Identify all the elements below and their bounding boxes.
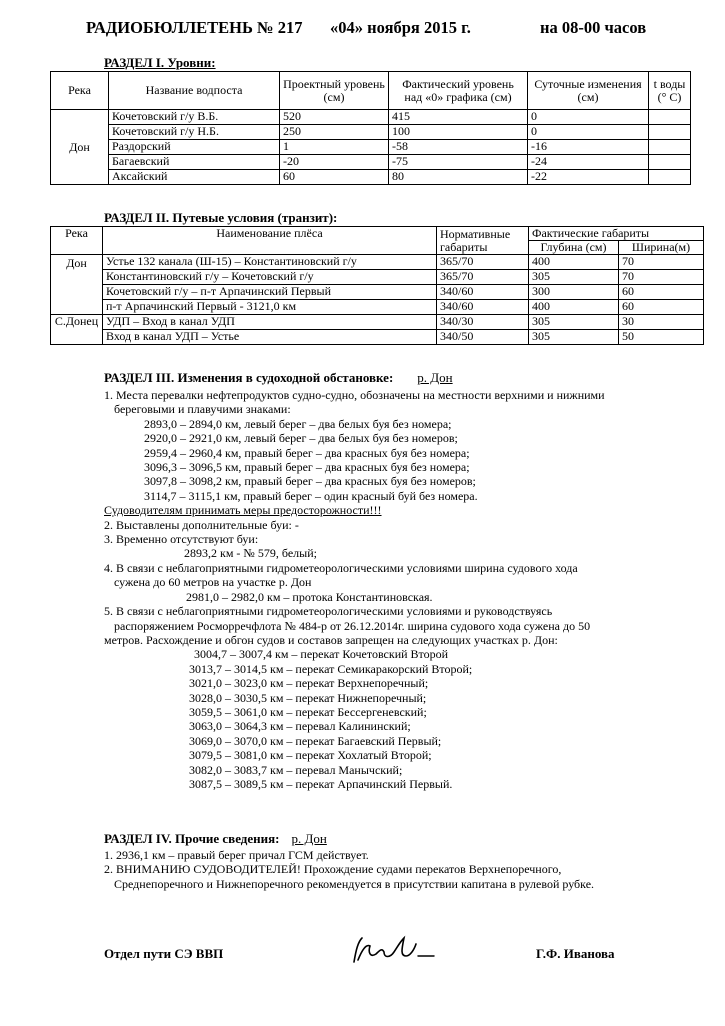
stretch-name: Константиновский г/у – Кочетовский г/у (103, 270, 437, 285)
design-level: 1 (280, 140, 389, 155)
list-item: 3087,5 – 3089,5 км – перекат Арпачинский Первый. (189, 776, 453, 791)
transit-header-row (51, 227, 704, 241)
design-level: -20 (280, 155, 389, 170)
item1-text-cont: береговыми и плавучими знаками: (114, 402, 291, 417)
levels-col-river: Река (51, 72, 109, 110)
norm-dims: 340/60 (437, 285, 529, 300)
section3-title: РАЗДЕЛ III. Изменения в судоходной обстановке: р. Дон (104, 370, 453, 385)
water-temp (649, 155, 691, 170)
actual-level: 415 (389, 110, 528, 125)
levels-col-post: Название водпоста (109, 72, 280, 110)
post-name: Багаевский (109, 155, 280, 170)
table-row (51, 170, 691, 185)
transit-col-norm: Нормативные габариты (437, 227, 529, 255)
norm-dims: 340/50 (437, 330, 529, 345)
transit-col-river: Река (51, 227, 103, 255)
stretch-name: УДП – Вход в канал УДП (103, 315, 437, 330)
list-item: 3004,7 – 3007,4 км – перекат Кочетовский Второй (194, 647, 449, 662)
stretch-name: Устье 132 канала (Ш-15) – Константиновский г/у (103, 255, 437, 270)
transit-col-width: Ширина(м) (619, 241, 704, 255)
norm-dims: 340/60 (437, 300, 529, 315)
section1-title: РАЗДЕЛ I. Уровни: (104, 55, 216, 70)
water-temp (649, 170, 691, 185)
water-temp (649, 125, 691, 140)
table-row (51, 315, 704, 330)
item5-text: 5. В связи с неблагоприятными гидрометеорологическими условиями и руководствуясь (104, 604, 553, 619)
design-level: 60 (280, 170, 389, 185)
list-item: 3097,8 – 3098,2 км, правый берег – два красных буя без номеров; (144, 474, 476, 489)
transit-table (50, 226, 704, 345)
actual-depth: 305 (529, 270, 619, 285)
levels-header-row (51, 72, 691, 110)
table-row (51, 255, 704, 270)
actual-width: 70 (619, 270, 704, 285)
item5-text-cont2: метров. Расхождение и обгон судов и составов запрещен на следующих участках р. Дон: (104, 632, 558, 647)
section3-body (104, 388, 694, 791)
norm-dims: 365/70 (437, 270, 529, 285)
item4-text-cont: сужена до 60 метров на участке р. Дон (114, 575, 312, 590)
daily-change: 0 (528, 110, 649, 125)
list-item: 3028,0 – 3030,5 км – перекат Нижнепоречный; (189, 690, 427, 705)
daily-change: -16 (528, 140, 649, 155)
transit-col-stretch: Наименование плёса (103, 227, 437, 255)
section4-river: р. Дон (291, 831, 327, 846)
transit-river-don: Дон (51, 255, 103, 315)
list-item: 3079,5 – 3081,0 км – перекат Хохлатый Второй; (189, 748, 432, 763)
water-temp (649, 140, 691, 155)
transit-col-depth: Глубина (см) (529, 241, 619, 255)
item1-text: 1. Места перевалки нефтепродуктов судно-судно, обозначены на местности верхними и нижними (104, 388, 605, 402)
design-level: 250 (280, 125, 389, 140)
table-row (51, 155, 691, 170)
list-item: 3013,7 – 3014,5 км – перекат Семикаракорский Второй; (189, 661, 473, 676)
post-name: Кочетовский г/у Н.Б. (109, 125, 280, 140)
list-item: 3082,0 – 3083,7 км – перевал Манычский; (189, 762, 403, 777)
daily-change: -22 (528, 170, 649, 185)
table-row (51, 300, 704, 315)
section3-river: р. Дон (417, 370, 453, 385)
list-item: 3114,7 – 3115,1 км, правый берег – один красный буй без номера. (144, 488, 478, 503)
actual-depth: 400 (529, 255, 619, 270)
bulletin-title: РАДИОБЮЛЛЕТЕНЬ № 217 (86, 18, 303, 37)
transit-river-donets: С.Донец (51, 315, 103, 345)
levels-col-design: Проектный уровень (см) (280, 72, 389, 110)
item3-text: 3. Временно отсутствуют буи: (104, 532, 259, 547)
design-level: 520 (280, 110, 389, 125)
levels-col-actual: Фактический уровень над «0» графика (см) (389, 72, 528, 110)
norm-dims: 340/30 (437, 315, 529, 330)
table-row (51, 285, 704, 300)
item1-text: 1. 2936,1 км – правый берег причал ГСМ действует. (104, 848, 369, 862)
actual-depth: 305 (529, 330, 619, 345)
actual-level: 80 (389, 170, 528, 185)
stretch-name: Вход в канал УДП – Устье (103, 330, 437, 345)
actual-width: 50 (619, 330, 704, 345)
actual-level: -58 (389, 140, 528, 155)
item2-text: 2. Выставлены дополнительные буи: - (104, 517, 299, 532)
table-row (51, 140, 691, 155)
stretch-name: Кочетовский г/у – п-т Арпачинский Первый (103, 285, 437, 300)
list-item: 3069,0 – 3070,0 км – перекат Багаевский Первый; (189, 733, 442, 748)
item2-text-cont: Среднепоречного и Нижнепоречного рекомендуется в присутствии капитана в рулевой рубке. (114, 876, 595, 891)
actual-width: 30 (619, 315, 704, 330)
stretch-name: п-т Арпачинский Первый - 3121,0 км (103, 300, 437, 315)
levels-col-temp: t воды (° С) (649, 72, 691, 110)
levels-col-change: Суточные изменения (см) (528, 72, 649, 110)
bulletin-time: на 08-00 часов (540, 18, 647, 37)
daily-change: 0 (528, 125, 649, 140)
list-item: 3096,3 – 3096,5 км, правый берег – два красных буя без номера; (144, 460, 470, 475)
section2-title: РАЗДЕЛ II. Путевые условия (транзит): (104, 210, 338, 225)
actual-depth: 400 (529, 300, 619, 315)
water-temp (649, 110, 691, 125)
list-item: 3063,0 – 3064,3 км – перевал Калининский; (189, 719, 411, 734)
actual-width: 60 (619, 300, 704, 315)
signature-icon (348, 932, 443, 970)
warning-text: Судоводителям принимать меры предосторожности!!! (104, 503, 382, 518)
actual-depth: 305 (529, 315, 619, 330)
signatory-name: Г.Ф. Иванова (536, 946, 615, 961)
actual-level: 100 (389, 125, 528, 140)
levels-river-cell: Дон (51, 110, 109, 185)
list-item: 3021,0 – 3023,0 км – перекат Верхнепоречный; (189, 676, 429, 691)
list-item: 2893,2 км - № 579, белый; (184, 546, 317, 561)
table-row (51, 330, 704, 345)
actual-width: 70 (619, 255, 704, 270)
section4-body (104, 848, 694, 891)
item2-text: 2. ВНИМАНИЮ СУДОВОДИТЕЛЕЙ! Прохождение судами перекатов Верхнепоречного, (104, 862, 562, 877)
list-item: 2981,0 – 2982,0 км – протока Константиновская. (186, 589, 433, 604)
list-item: 2920,0 – 2921,0 км, левый берег – два белых буя без номеров; (144, 431, 458, 446)
transit-col-actual: Фактические габариты (529, 227, 704, 241)
department-name: Отдел пути СЭ ВВП (104, 946, 224, 961)
post-name: Кочетовский г/у В.Б. (109, 110, 280, 125)
item5-text-cont: распоряжением Росморречфлота № 484-р от 26.12.2014г. ширина судового хода сужена до 50 (114, 618, 591, 633)
post-name: Аксайский (109, 170, 280, 185)
item4-text: 4. В связи с неблагоприятными гидрометеорологическими условиями ширина судового хода (104, 560, 578, 575)
actual-depth: 300 (529, 285, 619, 300)
bulletin-header (0, 18, 725, 42)
levels-table (50, 71, 691, 185)
list-item: 2893,0 – 2894,0 км, левый берег – два белых буя без номера; (144, 416, 452, 431)
daily-change: -24 (528, 155, 649, 170)
table-row (51, 110, 691, 125)
table-row (51, 125, 691, 140)
list-item: 2959,4 – 2960,4 км, правый берег – два красных буя без номера; (144, 445, 470, 460)
list-item: 3059,5 – 3061,0 км – перекат Бессергеневский; (189, 704, 427, 719)
table-row (51, 270, 704, 285)
actual-width: 60 (619, 285, 704, 300)
section4-title: РАЗДЕЛ IV. Прочие сведения: р. Дон (104, 831, 327, 846)
norm-dims: 365/70 (437, 255, 529, 270)
post-name: Раздорский (109, 140, 280, 155)
actual-level: -75 (389, 155, 528, 170)
bulletin-date: «04» ноября 2015 г. (330, 18, 471, 37)
